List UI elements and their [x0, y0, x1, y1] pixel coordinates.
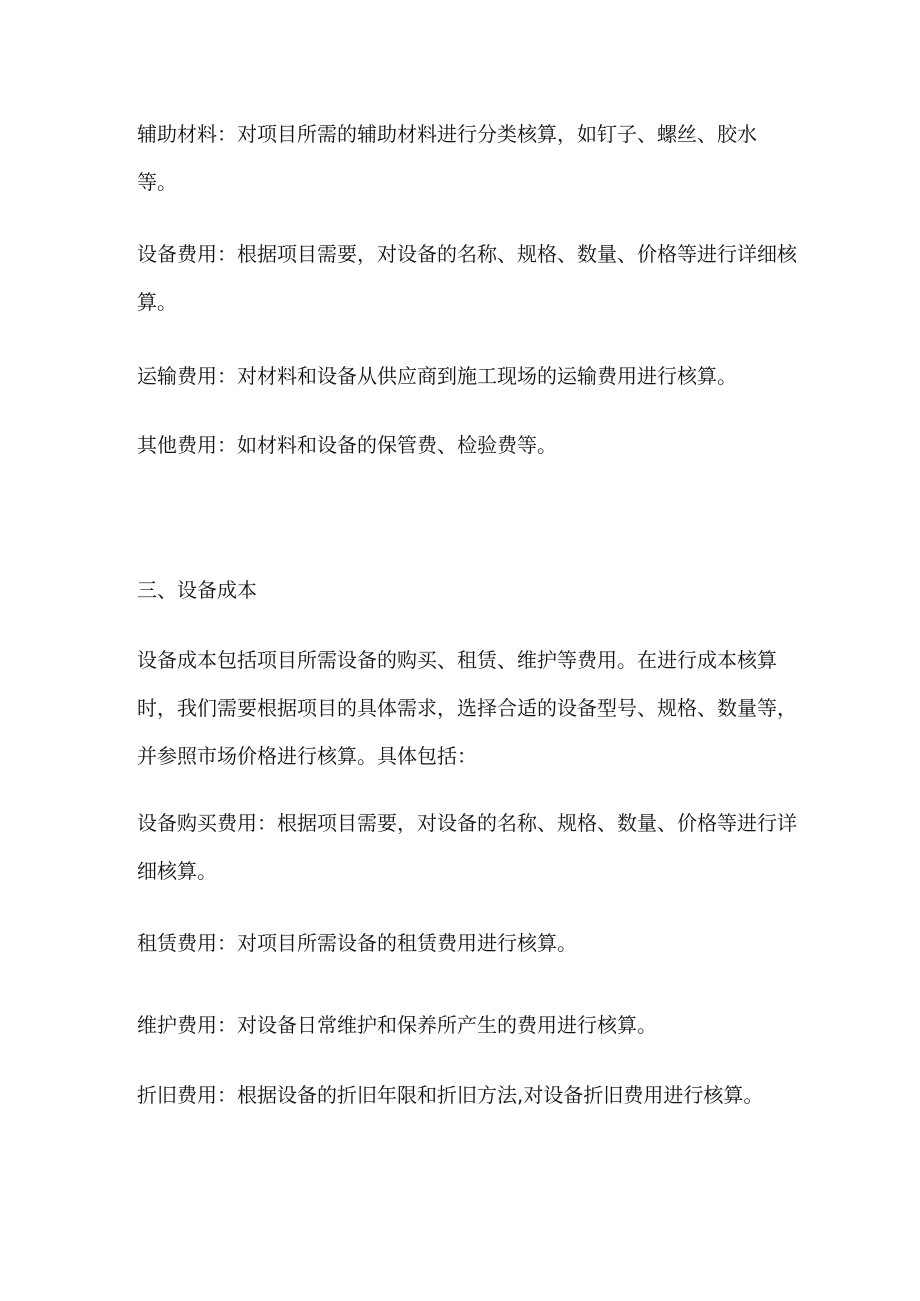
- section-intro: 设备成本包括项目所需设备的购买、租赁、维护等费用。在进行成本核算时，我们需要根据项目的具体需求，选择合适的设备型号、规格、数量等，并参照市场价格进行核算。具体包括：: [137, 648, 797, 768]
- section-heading: 三、设备成本: [137, 578, 257, 602]
- paragraph-auxiliary-materials: 辅助材料：对项目所需的辅助材料进行分类核算，如钉子、螺丝、胶水等。: [137, 122, 757, 194]
- paragraph-transport-fees: 运输费用：对材料和设备从供应商到施工现场的运输费用进行核算。: [137, 364, 737, 388]
- paragraph-equipment-fees: 设备费用：根据项目需要，对设备的名称、规格、数量、价格等进行详细核算。: [137, 242, 797, 314]
- item-maintenance-fees: 维护费用：对设备日常维护和保养所产生的费用进行核算。: [137, 1013, 657, 1037]
- item-rental-fees: 租赁费用：对项目所需设备的租赁费用进行核算。: [137, 931, 577, 955]
- paragraph-other-fees: 其他费用：如材料和设备的保管费、检验费等。: [137, 433, 557, 457]
- item-depreciation-fees: 折旧费用：根据设备的折旧年限和折旧方法,对设备折旧费用进行核算。: [137, 1083, 764, 1107]
- item-purchase-fees: 设备购买费用：根据项目需要，对设备的名称、规格、数量、价格等进行详细核算。: [137, 811, 797, 883]
